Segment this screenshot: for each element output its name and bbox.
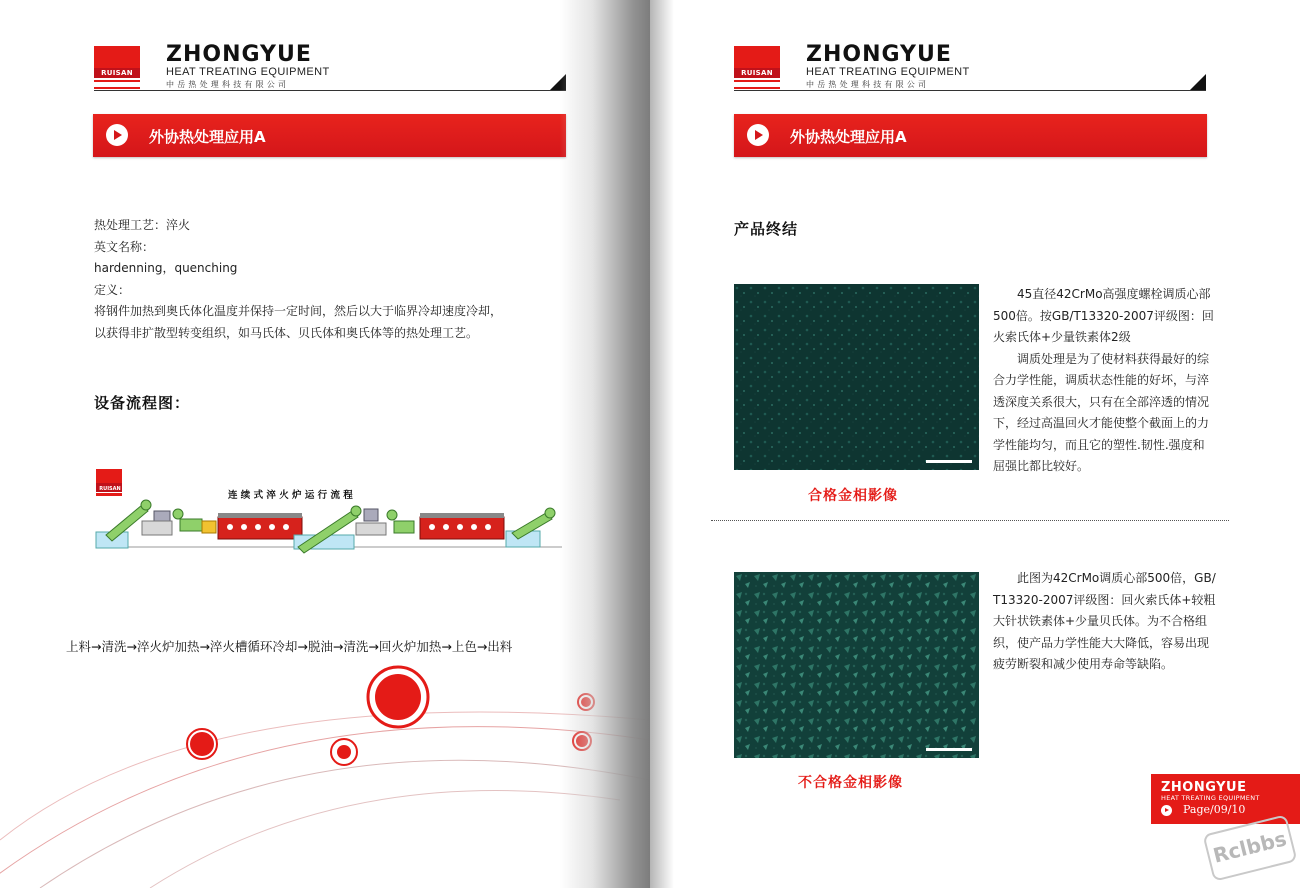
brand-subtitle: HEAT TREATING EQUIPMENT <box>166 66 330 78</box>
desc-line: 大针状铁素体+少量贝氏体。为不合格组 <box>993 614 1208 628</box>
process-line: 英文名称： <box>94 239 155 254</box>
ruisan-logo <box>734 46 780 90</box>
section-heading: 产品终结 <box>734 220 799 238</box>
desc-line: 织，使产品力学性能大大降低，容易出现 <box>993 635 1210 650</box>
brand-cn: 中岳热处理科技有限公司 <box>166 80 290 89</box>
desc-line: 调质处理是为了使材料获得最好的综 <box>993 351 1210 366</box>
page-title: 外协热处理应用A <box>149 128 266 146</box>
desc-line: 屈强比都比较好。 <box>993 459 1090 473</box>
metallography-photo-unqualified <box>734 572 979 758</box>
brand-subtitle: HEAT TREATING EQUIPMENT <box>806 66 970 78</box>
title-bar <box>93 114 566 157</box>
brand-name: ZHONGYUE <box>166 42 312 67</box>
caption-unqualified: 不合格金相影像 <box>798 775 903 791</box>
header-rule <box>734 90 1206 91</box>
desc-line: 学性能均匀，而且它的塑性.韧性.强度和 <box>993 437 1205 452</box>
desc-line: T13320-2007评级图：回火索氏体+较粗 <box>993 592 1216 607</box>
process-flow: 上料→清洗→淬火炉加热→淬火槽循环冷却→脱油→清洗→回火炉加热→上色→出料 <box>66 639 513 654</box>
title-bar-right <box>734 114 1207 157</box>
page-title-right: 外协热处理应用A <box>790 128 907 146</box>
play-icon <box>1161 805 1172 816</box>
watermark-stamp: Rclbbs <box>1202 814 1297 881</box>
header-corner-triangle <box>1190 74 1206 90</box>
play-icon <box>106 124 128 146</box>
furnace-flow-illustration <box>94 465 564 560</box>
desc-line: 45直径42CrMo高强度螺栓调质心部 <box>993 287 1211 301</box>
spine-shadow <box>560 0 650 888</box>
section-divider <box>711 520 1229 521</box>
page-tag-subtitle: HEAT TREATING EQUIPMENT <box>1161 794 1260 802</box>
description-unqualified <box>993 568 1239 676</box>
spine-shadow-right <box>650 0 674 888</box>
play-icon <box>747 124 769 146</box>
caption-qualified: 合格金相影像 <box>808 488 898 504</box>
desc-line: 此图为42CrMo调质心部500倍，GB/ <box>993 571 1216 585</box>
desc-line: 500倍。按GB/T13320-2007评级图：回 <box>993 308 1214 323</box>
process-line: 定义： <box>94 282 131 297</box>
header-right <box>734 42 1214 94</box>
desc-line: 下，经过高温回火才能使整个截面上的力 <box>993 416 1210 430</box>
process-line: 以获得非扩散型转变组织，如马氏体、贝氏体和奥氏体等的热处理工艺。 <box>94 325 479 340</box>
process-line: 热处理工艺：淬火 <box>94 218 191 232</box>
decorative-circles <box>0 640 650 888</box>
diagram-title: 连 续 式 淬 火 炉 运 行 流 程 <box>228 490 353 501</box>
ruisan-logo <box>94 46 140 90</box>
desc-line: 合力学性能，调质状态性能的好坏，与淬 <box>993 373 1210 387</box>
brand-cn: 中岳热处理科技有限公司 <box>806 80 930 89</box>
process-line: hardenning，quenching <box>94 261 238 275</box>
desc-line: 透深度关系很大，只有在全部淬透的情况 <box>993 394 1210 409</box>
header-rule <box>94 90 566 91</box>
page-tag-brand: ZHONGYUE <box>1161 780 1247 795</box>
process-line: 将钢件加热到奥氏体化温度并保持一定时间，然后以大于临界冷却速度冷却， <box>94 304 503 318</box>
desc-line: 疲劳断裂和减少使用寿命等缺陷。 <box>993 657 1174 671</box>
diagram-logo-text: RUISAN <box>99 486 121 492</box>
equipment-heading: 设备流程图： <box>94 394 191 412</box>
page-number: Page/09/10 <box>1183 803 1246 816</box>
desc-line: 火索氏体+少量铁素体2级 <box>993 330 1131 344</box>
process-definition <box>94 215 502 344</box>
logo-text: RUISAN <box>741 69 773 77</box>
process-diagram <box>94 465 564 560</box>
brand-name: ZHONGYUE <box>806 42 952 67</box>
header <box>94 42 574 94</box>
metallography-photo-qualified <box>734 284 979 470</box>
logo-text: RUISAN <box>101 69 133 77</box>
description-qualified <box>993 284 1239 478</box>
